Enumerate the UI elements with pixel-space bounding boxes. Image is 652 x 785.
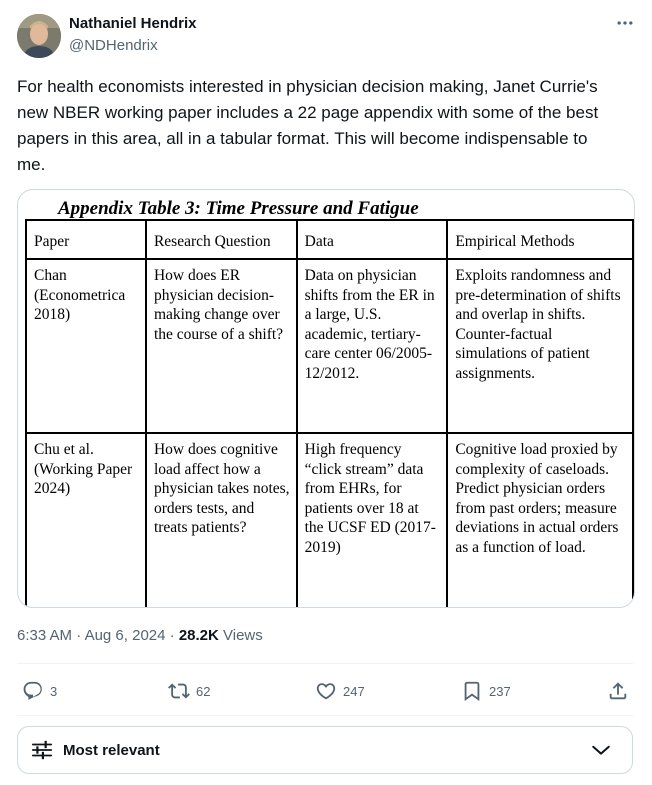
reply-count: 3 [50, 683, 58, 699]
column-header: Data [297, 220, 448, 259]
like-button[interactable] [315, 680, 365, 702]
tweet-media-image[interactable] [17, 189, 635, 608]
table-cell: High frequency “click stream” data from EHRs, for patients over 18 at the UCSF ED (2017-2019) [297, 433, 448, 608]
table-cell: Exploits randomness and pre-determination of shifts and overlap in shifts. Counter-factual simulations of patient assignments. [447, 259, 633, 433]
table-cell: How does cognitive load affect how a physician takes notes, orders tests, and treats patients? [146, 433, 297, 608]
meta-separator: · [76, 627, 82, 644]
sort-label: Most relevant [63, 741, 160, 759]
views-label: Views [223, 627, 263, 644]
reply-icon [22, 680, 44, 702]
table-cell: Chan (Econometrica 2018) [26, 259, 146, 433]
table-cell: Chu et al. (Working Paper 2024) [26, 433, 146, 608]
tweet-meta [17, 627, 263, 644]
avatar[interactable] [17, 14, 61, 58]
tweet-time[interactable]: 6:33 AM [17, 627, 73, 644]
appendix-title: Appendix Table 3: Time Pressure and Fatigue [58, 198, 419, 219]
table-header-row [26, 220, 633, 259]
reply-button[interactable] [22, 680, 57, 702]
author-name[interactable]: Nathaniel Hendrix [69, 15, 197, 32]
author-handle[interactable]: @NDHendrix [69, 37, 158, 54]
table-cell: Cognitive load proxied by complexity of caseloads. Predict physician orders from past orders; measure deviations in actual orders as a function of load. [447, 433, 633, 608]
like-icon [315, 680, 337, 702]
divider [17, 715, 633, 716]
tweet-text: For health economists interested in physician decision making, Janet Currie's new NBER working paper includes a 22 page appendix with some of the best papers in this area, all in a tabular format. This will become indispensable to me. [17, 77, 599, 174]
tweet-date[interactable]: Aug 6, 2024 [84, 627, 166, 644]
bookmark-icon [461, 680, 483, 702]
avatar-image [17, 14, 61, 58]
appendix-table [25, 219, 634, 608]
share-icon [607, 680, 629, 702]
table-row [26, 259, 633, 433]
bookmark-button[interactable] [461, 680, 511, 702]
repost-button[interactable] [168, 680, 210, 702]
column-header: Paper [26, 220, 146, 259]
more-button[interactable] [614, 12, 636, 34]
table-cell: How does ER physician decision-making change over the course of a shift? [146, 259, 297, 433]
meta-separator: · [169, 627, 175, 644]
like-count: 247 [343, 683, 365, 699]
table-row [26, 433, 633, 608]
table-cell: Data on physician shifts from the ER in a large, U.S. academic, tertiary-care center 06/2005-12/2012. [297, 259, 448, 433]
repost-count: 62 [196, 683, 211, 699]
column-header: Research Question [146, 220, 297, 259]
sort-filter-icon [31, 739, 53, 761]
sort-replies-dropdown[interactable] [17, 726, 633, 774]
repost-icon [168, 680, 190, 702]
more-icon [615, 13, 635, 33]
chevron-down-icon [590, 739, 612, 761]
divider [17, 663, 633, 664]
views-count: 28.2K [178, 627, 219, 644]
bookmark-count: 237 [489, 683, 511, 699]
share-button[interactable] [607, 680, 629, 702]
column-header: Empirical Methods [447, 220, 633, 259]
